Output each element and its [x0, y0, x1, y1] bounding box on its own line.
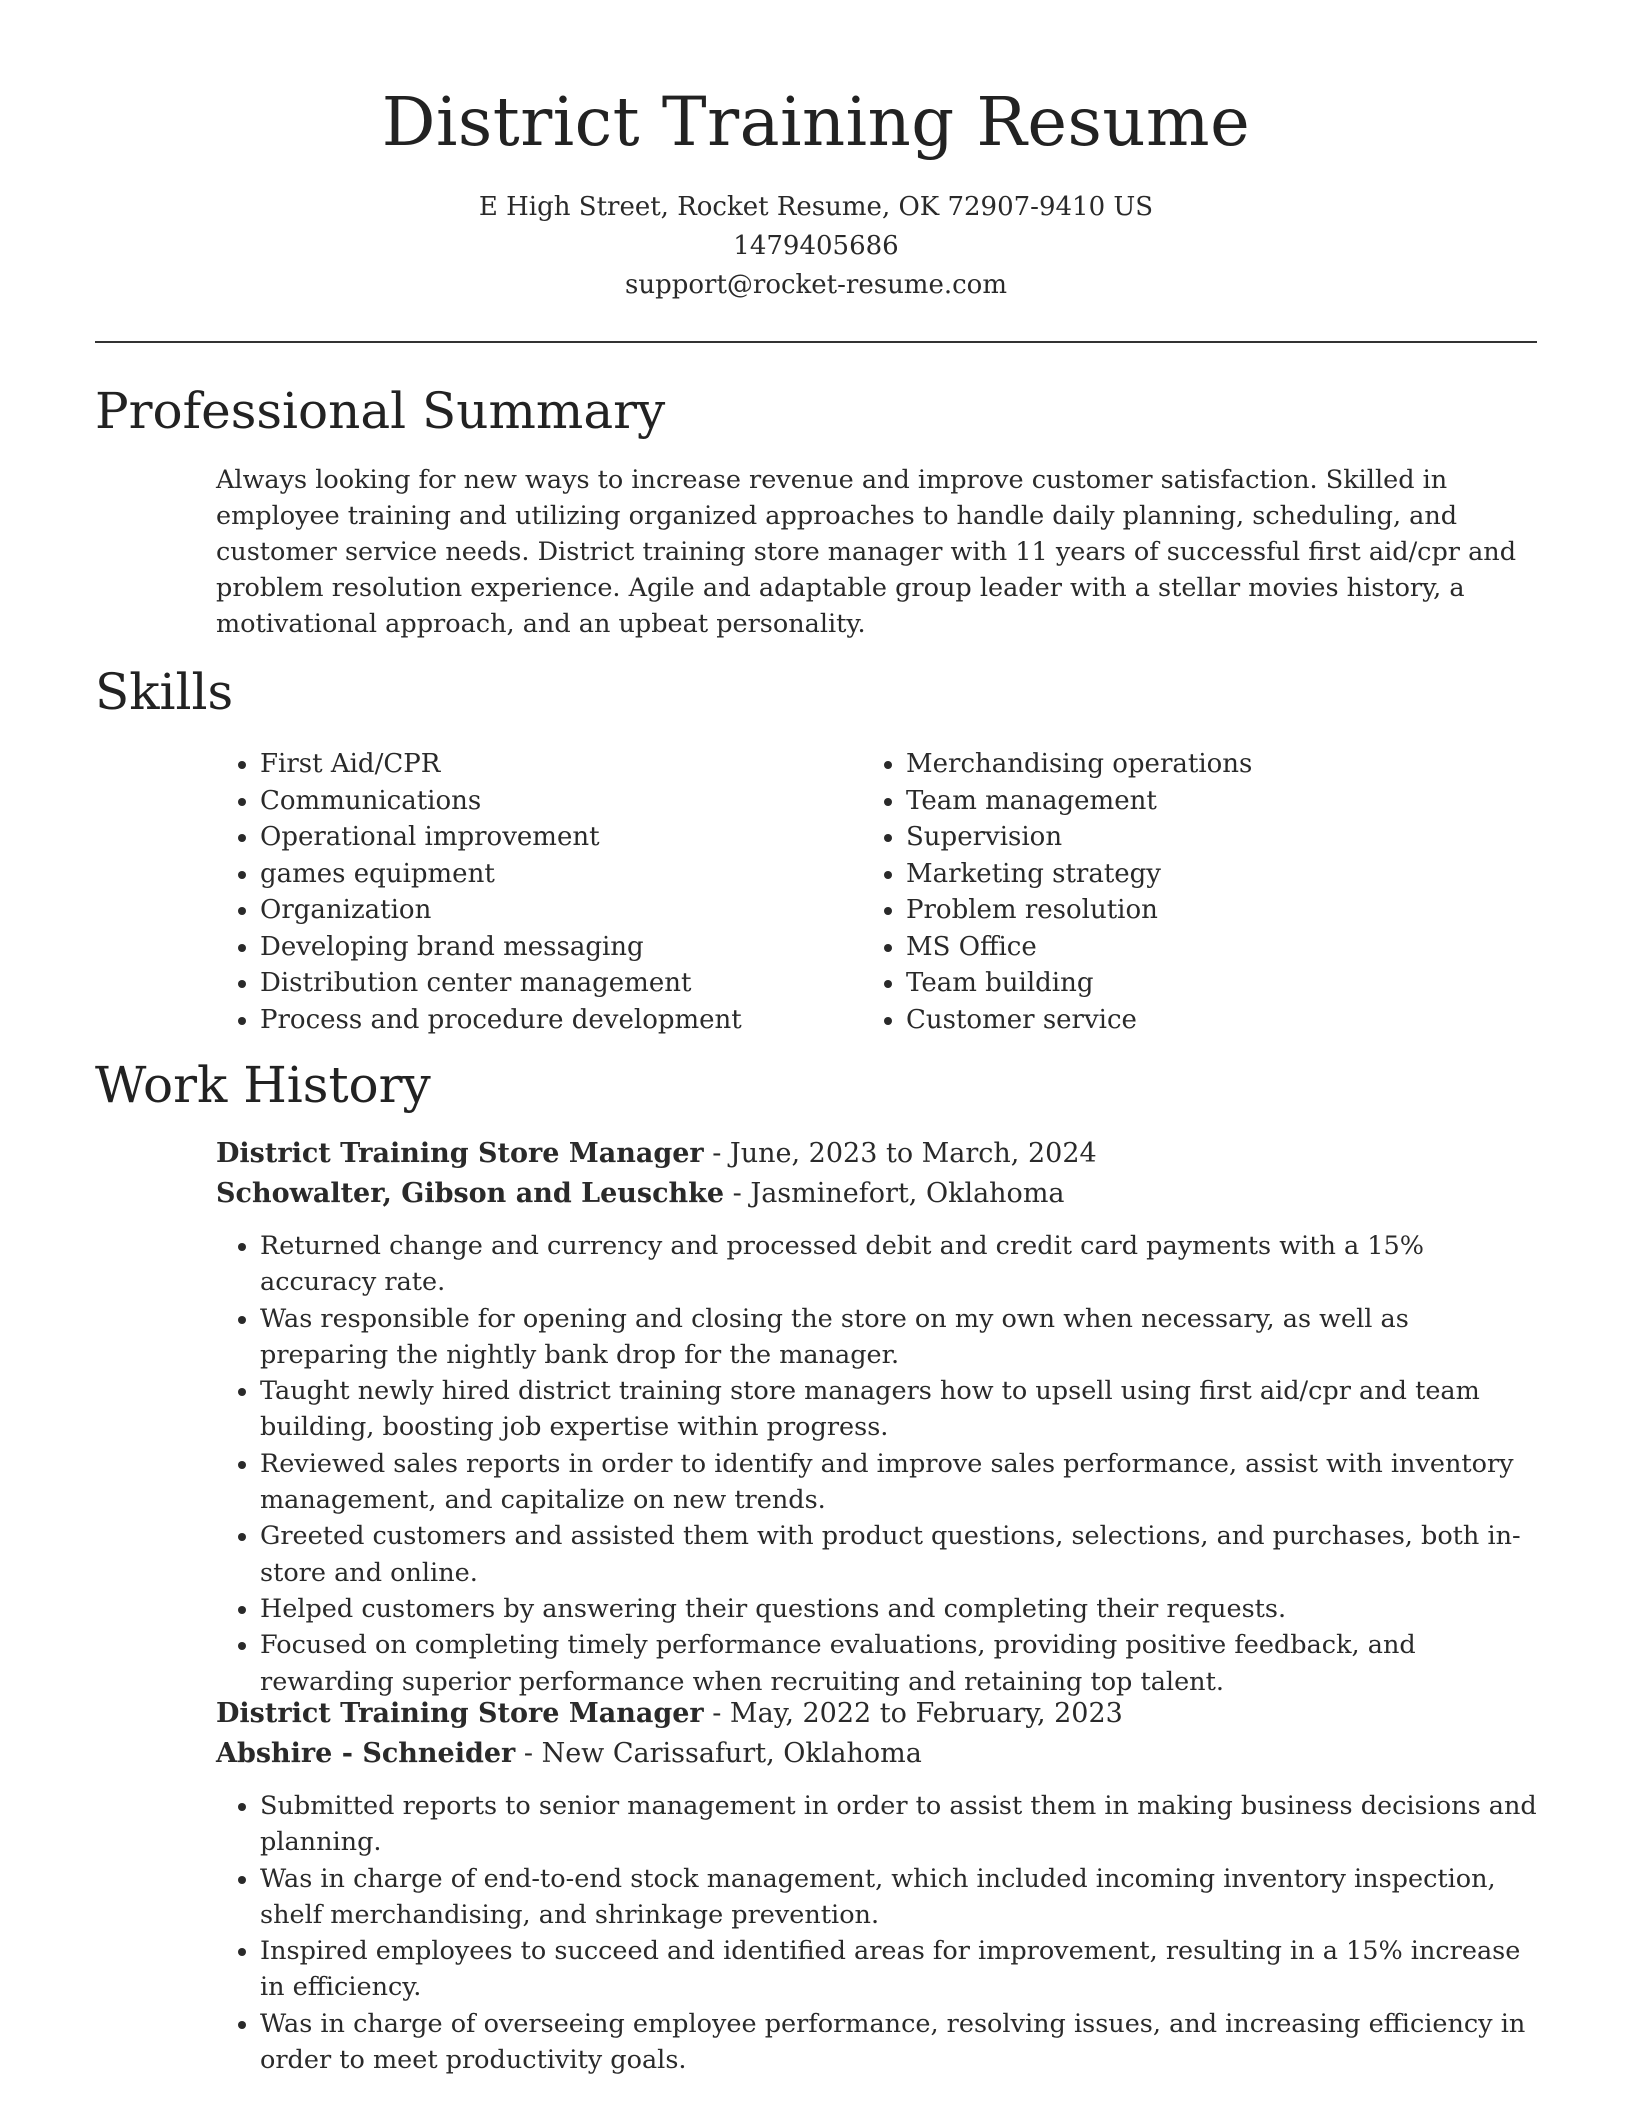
- job-bullet: • Helped customers by answering their questions and completing their requests.: [260, 1591, 1542, 1627]
- job-separator: -: [712, 1138, 730, 1169]
- skill-item: • Team management: [906, 783, 1252, 820]
- skills-list-left: [216, 746, 742, 1038]
- job-separator: -: [712, 1698, 730, 1729]
- job-entry: [216, 1134, 1542, 1700]
- resume-header: [0, 0, 1632, 305]
- skill-item: • Process and procedure development: [260, 1002, 742, 1039]
- job-company: Schowalter, Gibson and Leuschke: [216, 1178, 725, 1209]
- job-bullet: • Greeted customers and assisted them with product questions, selections, and purchases, both in-store and online.: [260, 1518, 1542, 1591]
- skill-item: • Problem resolution: [906, 892, 1252, 929]
- contact-block: [0, 188, 1632, 305]
- job-title-line: [216, 1134, 1542, 1174]
- skill-item: • Communications: [260, 783, 742, 820]
- summary-heading: Professional Summary: [95, 382, 666, 440]
- job-bullet: • Was in charge of overseeing employee performance, resolving issues, and increasing efficiency in order to meet productivity goals.: [260, 2006, 1542, 2079]
- skills-heading: Skills: [95, 663, 234, 721]
- skill-item: • Developing brand messaging: [260, 929, 742, 966]
- job-dates: June, 2023 to March, 2024: [729, 1138, 1097, 1169]
- job-role: District Training Store Manager: [216, 1698, 704, 1729]
- job-bullet: • Submitted reports to senior management in order to assist them in making business decisions and planning.: [260, 1788, 1542, 1861]
- job-separator: -: [523, 1738, 542, 1769]
- job-bullet-list: [216, 1228, 1542, 1700]
- job-bullet-list: [216, 1788, 1542, 2078]
- skill-item: • Distribution center management: [260, 965, 742, 1002]
- contact-phone: 1479405686: [733, 230, 899, 261]
- job-company: Abshire - Schneider: [216, 1738, 516, 1769]
- job-bullet: • Reviewed sales reports in order to identify and improve sales performance, assist with inventory management, and capitalize on new trends.: [260, 1446, 1542, 1519]
- resume-name: District Training Resume: [381, 83, 1251, 161]
- contact-email: support@rocket-resume.com: [624, 269, 1007, 300]
- header-divider: [95, 341, 1537, 343]
- skill-item: • First Aid/CPR: [260, 746, 742, 783]
- job-title-line: [216, 1694, 1542, 1734]
- job-bullet: • Focused on completing timely performance evaluations, providing positive feedback, and rewarding superior performance when recruiting and retaining top talent.: [260, 1627, 1542, 1700]
- job-company-line: [216, 1174, 1542, 1214]
- job-bullet: • Inspired employees to succeed and identified areas for improvement, resulting in a 15% increase in efficiency.: [260, 1933, 1542, 2006]
- job-dates: May, 2022 to February, 2023: [729, 1698, 1123, 1729]
- skill-item: • Team building: [906, 965, 1252, 1002]
- job-bullet: • Returned change and currency and processed debit and credit card payments with a 15% accuracy rate.: [260, 1228, 1542, 1301]
- job-entry: [216, 1694, 1542, 2078]
- job-location: New Carissafurt, Oklahoma: [541, 1738, 922, 1769]
- job-location: Jasminefort, Oklahoma: [750, 1178, 1065, 1209]
- skill-item: • Marketing strategy: [906, 856, 1252, 893]
- skill-item: • games equipment: [260, 856, 742, 893]
- work-history-heading: Work History: [95, 1056, 431, 1114]
- job-bullet: • Taught newly hired district training store managers how to upsell using first aid/cpr and team building, boosting job expertise within progress.: [260, 1373, 1542, 1446]
- job-company-line: [216, 1734, 1542, 1774]
- job-bullet: • Was in charge of end-to-end stock management, which included incoming inventory inspection, shelf merchandising, and shrinkage prevention.: [260, 1861, 1542, 1934]
- job-bullet: • Was responsible for opening and closing the store on my own when necessary, as well as preparing the nightly bank drop for the manager.: [260, 1301, 1542, 1374]
- summary-text: Always looking for new ways to increase revenue and improve customer satisfaction. Skilled in employee training and utilizing organized approaches to handle daily planning, scheduling, and customer service needs. District training store manager with 11 years of successful first aid/cpr and problem resolution experience. Agile and adaptable group leader with a stellar movies history, a motivational approach, and an upbeat personality.: [216, 465, 1517, 639]
- job-role: District Training Store Manager: [216, 1138, 704, 1169]
- contact-address: E High Street, Rocket Resume, OK 72907-9410 US: [478, 191, 1154, 222]
- skill-item: • Operational improvement: [260, 819, 742, 856]
- skill-item: • Merchandising operations: [906, 746, 1252, 783]
- skill-item: • Supervision: [906, 819, 1252, 856]
- job-separator: -: [732, 1178, 751, 1209]
- skill-item: • MS Office: [906, 929, 1252, 966]
- skills-list-right: [862, 746, 1252, 1038]
- skill-item: • Organization: [260, 892, 742, 929]
- skill-item: • Customer service: [906, 1002, 1252, 1039]
